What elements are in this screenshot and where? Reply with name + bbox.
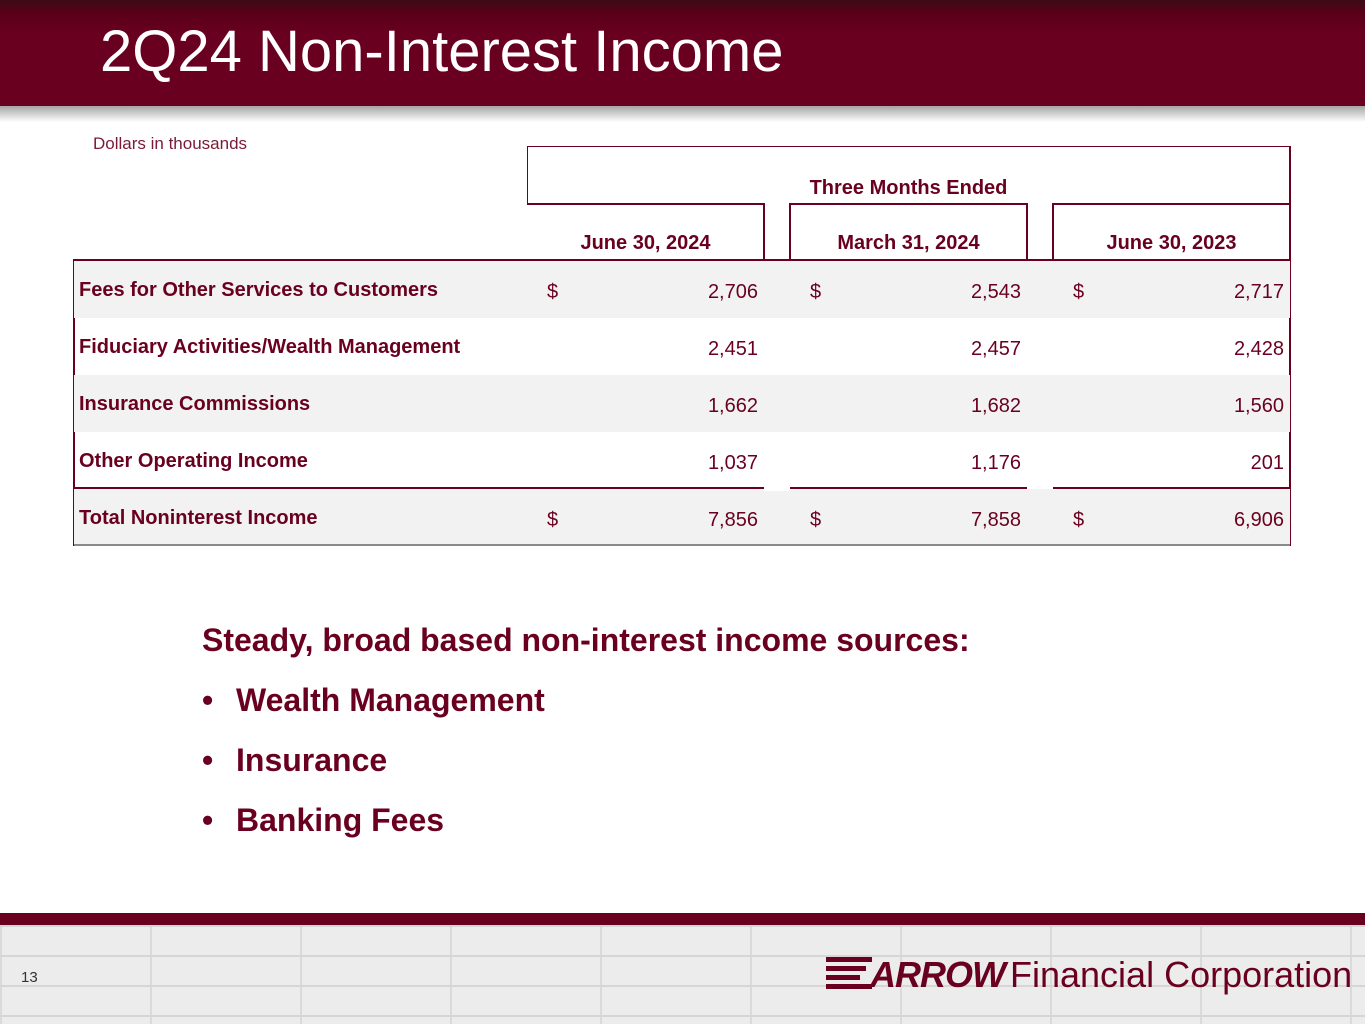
footer-bar xyxy=(0,913,1365,925)
currency-symbol: $ xyxy=(810,281,822,303)
bullet-item xyxy=(202,802,444,839)
value-q2-2024: 1,662 xyxy=(707,395,758,417)
header-rule xyxy=(1053,203,1290,205)
value-q2-2024: 7,856 xyxy=(707,509,758,531)
column-header-q2-2024: June 30, 2024 xyxy=(580,232,711,254)
table-row xyxy=(74,375,1290,432)
value-q2-2024: 2,706 xyxy=(707,281,758,303)
table-row xyxy=(74,261,1290,318)
total-rule xyxy=(790,487,1027,489)
bullet-marker: • xyxy=(202,802,214,838)
units-note: Dollars in thousands xyxy=(93,134,248,153)
value-q2-2023: 2,428 xyxy=(1233,338,1284,360)
bullet-text: Insurance xyxy=(236,742,388,778)
value-q2-2024: 2,451 xyxy=(707,338,758,360)
value-q1-2024: 2,457 xyxy=(970,338,1021,360)
group-header: Three Months Ended xyxy=(809,177,1008,199)
header-rule xyxy=(790,203,1027,205)
arrow-logo xyxy=(826,952,1356,996)
currency-symbol: $ xyxy=(547,509,559,531)
page-number: 13 xyxy=(21,969,38,986)
value-q2-2024: 1,037 xyxy=(707,452,758,474)
title-bar-shadow xyxy=(0,106,1365,122)
rule-gap xyxy=(764,487,789,491)
table-row xyxy=(74,318,1290,375)
bullet-marker: • xyxy=(202,682,214,718)
currency-symbol: $ xyxy=(1073,509,1085,531)
summary-lead: Steady, broad based non-interest income sources: xyxy=(202,622,970,658)
value-q1-2024: 7,858 xyxy=(970,509,1021,531)
value-q1-2024: 2,543 xyxy=(970,281,1021,303)
row-label: Other Operating Income xyxy=(79,450,308,472)
total-rule xyxy=(74,487,764,489)
value-q2-2023: 201 xyxy=(1250,452,1284,474)
header-rule xyxy=(527,203,764,205)
value-q2-2023: 1,560 xyxy=(1233,395,1284,417)
bullet-item xyxy=(202,742,387,779)
table-bottom-rule xyxy=(74,544,1290,546)
table-row xyxy=(74,432,1290,489)
currency-symbol: $ xyxy=(547,281,559,303)
total-row xyxy=(74,489,1290,546)
bullet-item xyxy=(202,682,545,719)
column-header-q1-2024: March 31, 2024 xyxy=(837,232,980,254)
bullet-text: Banking Fees xyxy=(236,802,445,838)
logo-company-name: Financial Corporation xyxy=(1010,954,1353,995)
currency-symbol: $ xyxy=(1073,281,1085,303)
value-q2-2023: 6,906 xyxy=(1233,509,1284,531)
row-label: Fees for Other Services to Customers xyxy=(79,279,439,301)
row-label: Total Noninterest Income xyxy=(79,507,318,529)
row-label: Fiduciary Activities/Wealth Management xyxy=(79,336,461,358)
logo-speed-lines-icon xyxy=(826,957,872,987)
summary-block xyxy=(202,622,970,838)
logo-brand: ARROW xyxy=(870,954,1005,995)
value-q1-2024: 1,176 xyxy=(970,452,1021,474)
value-q1-2024: 1,682 xyxy=(970,395,1021,417)
bullet-marker: • xyxy=(202,742,214,778)
row-label: Insurance Commissions xyxy=(79,393,311,415)
bullet-text: Wealth Management xyxy=(236,682,545,718)
currency-symbol: $ xyxy=(810,509,822,531)
group-header-box xyxy=(527,146,1290,204)
total-rule xyxy=(1053,487,1290,489)
value-q2-2023: 2,717 xyxy=(1233,281,1284,303)
column-header-q2-2023: June 30, 2023 xyxy=(1106,232,1237,254)
slide-title: 2Q24 Non-Interest Income xyxy=(100,19,784,84)
